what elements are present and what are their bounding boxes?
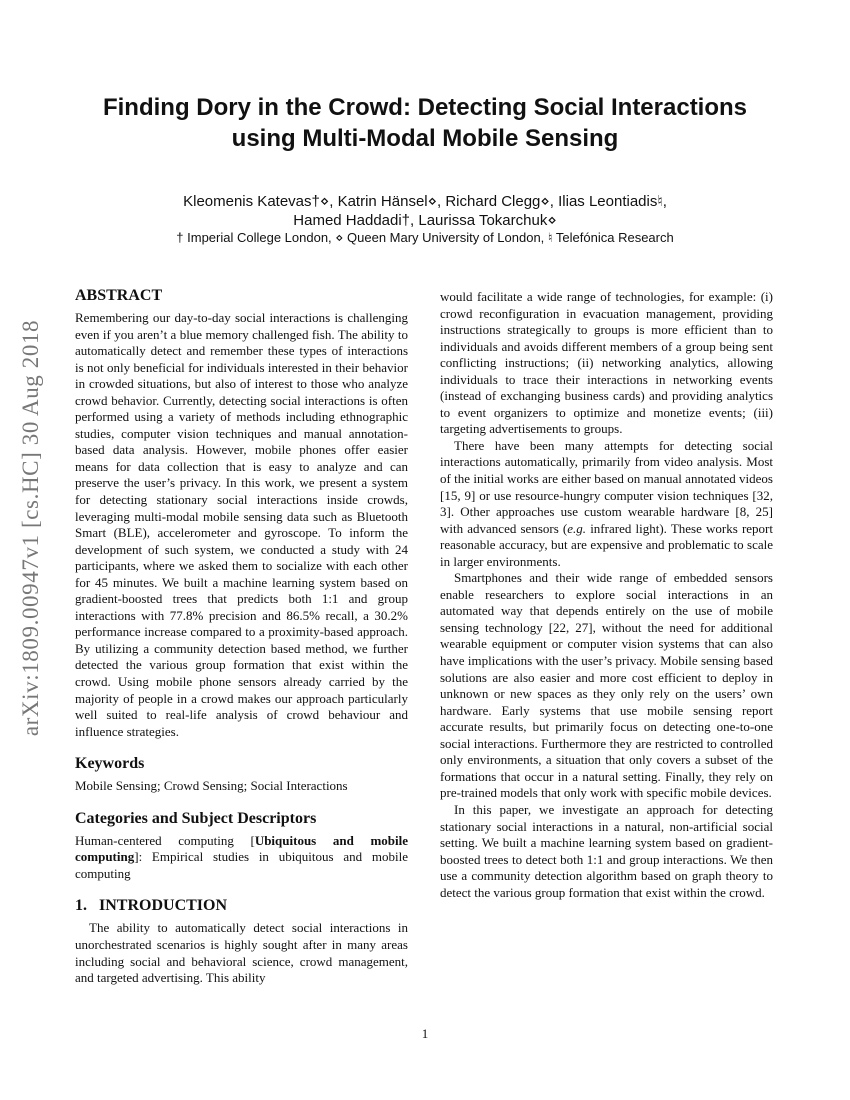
body-paragraph-related-work — [440, 438, 773, 570]
body-paragraph-this-paper: In this paper, we investigate an approach for detecting stationary social interactions in a natural, non-artificial social setting. We built a machine learning system based on gradient-boosted trees to detect both 1:1 and group interactions. We then use a community detection algorithm based on graph theory to detect the various group formation that exist within the crowd. — [440, 801, 773, 900]
abstract-heading: ABSTRACT — [75, 287, 163, 304]
authors-line-2: Hamed Haddadi†, Laurissa Tokarchuk⋄ — [293, 212, 557, 229]
categories-prefix: Human-centered computing [ — [75, 832, 255, 848]
related-work-emphasis: e.g. — [567, 520, 587, 536]
keywords-text: Mobile Sensing; Crowd Sensing; Social Interactions — [75, 778, 348, 794]
arxiv-identifier: arXiv:1809.00947v1 [cs.HC] 30 Aug 2018 — [18, 319, 43, 737]
categories-bold-term: Ubiquitous and mobile computing — [75, 832, 408, 865]
affiliations: † Imperial College London, ⋄ Queen Mary University of London, ♮ Telefónica Research — [176, 230, 674, 245]
categories-suffix: ]: Empirical studies in ubiquitous and mobile computing — [75, 849, 408, 881]
related-work-text-b: infrared light). These works report reasonable accuracy, but are expensive and problematic to scale in larger environments. — [440, 520, 773, 569]
page-number: 1 — [421, 1026, 429, 1041]
introduction-heading: 1. INTRODUCTION — [75, 897, 228, 915]
related-work-text-a: There have been many attempts for detecting social interactions automatically, primarily from video analysis. Most of the initial works are either based on manual annotated videos [15, 9] or use resource-hungry computer vision techniques [32, 3]. Other approaches use custom wearable hardware [8, 25] with advanced sensors ( — [440, 437, 773, 536]
introduction-paragraph-1: The ability to automatically detect social interactions in unorchestrated scenarios is highly sought after in many areas including social and behavioral science, crowd management, and targeted advertising. This ability — [75, 920, 408, 986]
authors-line-1: Kleomenis Katevas†⋄, Katrin Hänsel⋄, Richard Clegg⋄, Ilias Leontiadis♮, — [183, 193, 667, 210]
left-column — [75, 286, 408, 987]
right-column — [440, 289, 773, 901]
title-line-1: Finding Dory in the Crowd: Detecting Social Interactions — [102, 94, 748, 121]
arxiv-watermark — [14, 288, 48, 768]
keywords-heading: Keywords — [75, 755, 145, 773]
author-list — [60, 192, 790, 230]
abstract-text: Remembering our day-to-day social interactions is challenging even if you aren’t a blue memory challenged fish. The ability to automatically detect and remember these types of interactions is not only beneficial for individuals interested in their behavior in crowded situations, but also of interest to those who analyze crowd behavior. Currently, detecting social interactions is often performed using a variety of methods including ethnographic studies, computer vision techniques and manual annotation-based data analysis. However, mobile phones offer easier means for data collection that is easy to analyze and can preserve the user’s privacy. In this work, we present a system for detecting stationary social interactions inside crowds, leveraging multi-modal mobile sensing data such as Bluetooth Smart (BLE), accelerometer and gyroscope. To inform the development of such system, we conducted a study with 24 participants, where we asked them to socialize with each other for 45 minutes. We built a machine learning system based on gradient-boosted trees that predicts both 1:1 and group interactions with 77.8% precision and 86.5% recall, a 30.2% performance increase compared to a proximity-based approach. By utilizing a community detection based method, we further detected the various group formation that exist within the crowd. Using mobile phone sensors already carried by the majority of people in a crowd makes our approach particularly well suited to real-life analysis of crowd behaviour and influence strategies. — [75, 310, 408, 739]
paper-title — [60, 92, 790, 154]
body-paragraph-continuation: would facilitate a wide range of technologies, for example: (i) crowd reconfiguration in evacuation management, providing instructions strategically to groups is more efficient than to individuals and avoids different members of a group being sent conflicting instructions; (ii) networking analytics, allowing individuals to trace their interactions in networking events (instead of exchanging business cards) and providing analytics to event organizers to optimize and monetize events; (iii) targeting advertisements to groups. — [440, 289, 773, 437]
body-paragraph-smartphones: Smartphones and their wide range of embedded sensors enable researchers to explore social interactions in an automated way that depends entirely on the use of mobile sensing technology [22, 27], without the need for additional wearable equipment or computer vision systems that can also have implications with the user’s privacy. Mobile sensing based solutions are also easier and more cost efficient to deploy in unknown or new spaces as they only rely on the users’ own hardware. Early systems that use mobile sensing report accurate results, but primarily focus on detecting one-to-one social interactions. Furthermore they are restricted to controlled only environments, a situation that only covers a subset of the formations that occur in a natural setting. Finally, they rely on pre-trained models that only work with specific mobile devices. — [440, 570, 773, 801]
categories-text — [75, 833, 408, 883]
categories-heading: Categories and Subject Descriptors — [75, 809, 317, 827]
title-line-2: using Multi-Modal Mobile Sensing — [231, 125, 619, 152]
